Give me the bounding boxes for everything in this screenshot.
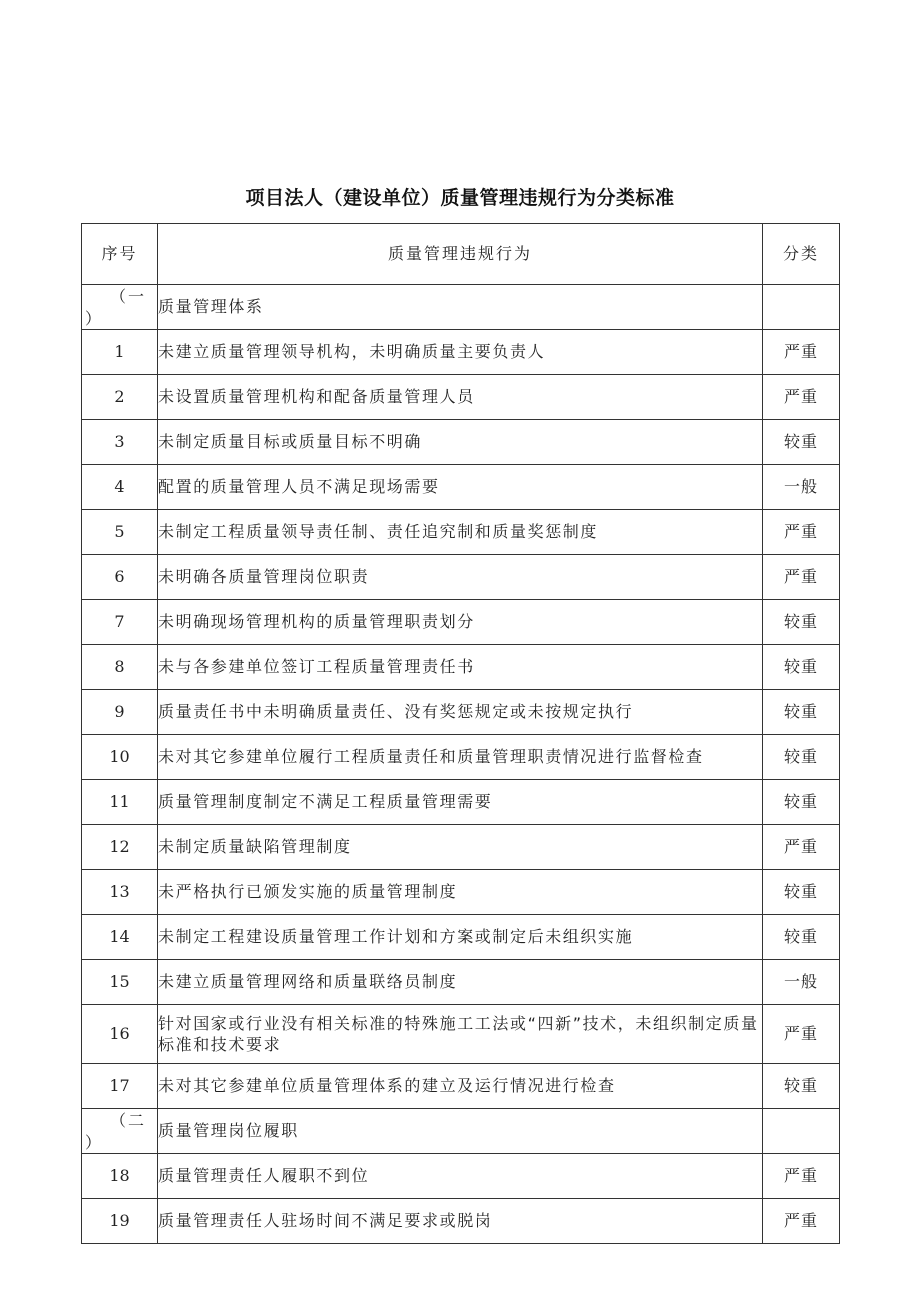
- section-number-open: （一: [110, 287, 147, 306]
- severity-class: 较重: [763, 780, 840, 825]
- severity-class: 严重: [763, 825, 840, 870]
- severity-class: 较重: [763, 735, 840, 780]
- row-number: 9: [82, 690, 158, 735]
- table-body: [82, 285, 840, 1244]
- violation-behavior: 未建立质量管理网络和质量联络员制度: [158, 960, 763, 1005]
- table-row: [82, 375, 840, 420]
- table-row: [82, 465, 840, 510]
- severity-class: 较重: [763, 645, 840, 690]
- severity-class: 较重: [763, 690, 840, 735]
- row-number: 15: [82, 960, 158, 1005]
- table-row: [82, 780, 840, 825]
- violation-behavior: 未对其它参建单位履行工程质量责任和质量管理职责情况进行监督检查: [158, 735, 763, 780]
- violation-behavior: 配置的质量管理人员不满足现场需要: [158, 465, 763, 510]
- violation-behavior: 未明确各质量管理岗位职责: [158, 555, 763, 600]
- severity-class: 严重: [763, 1199, 840, 1244]
- table-row: [82, 1064, 840, 1109]
- section-row: [82, 1109, 840, 1154]
- section-class-empty: [763, 285, 840, 330]
- section-number: [82, 285, 158, 330]
- section-row: [82, 285, 840, 330]
- table-row: [82, 825, 840, 870]
- table-row: [82, 420, 840, 465]
- violation-behavior: 未建立质量管理领导机构，未明确质量主要负责人: [158, 330, 763, 375]
- severity-class: 较重: [763, 870, 840, 915]
- table-row: [82, 960, 840, 1005]
- table-row: [82, 1154, 840, 1199]
- table-row: [82, 915, 840, 960]
- header-class: 分类: [763, 224, 840, 285]
- severity-class: 一般: [763, 465, 840, 510]
- violation-behavior: 未制定质量缺陷管理制度: [158, 825, 763, 870]
- severity-class: 严重: [763, 1154, 840, 1199]
- table-row: [82, 555, 840, 600]
- violation-behavior: 针对国家或行业没有相关标准的特殊施工工法或“四新”技术，未组织制定质量标准和技术要求: [158, 1005, 763, 1064]
- violation-behavior: 未制定质量目标或质量目标不明确: [158, 420, 763, 465]
- severity-class: 较重: [763, 420, 840, 465]
- row-number: 12: [82, 825, 158, 870]
- row-number: 8: [82, 645, 158, 690]
- table-row: [82, 645, 840, 690]
- table-row: [82, 870, 840, 915]
- section-name: 质量管理体系: [158, 285, 763, 330]
- severity-class: 严重: [763, 510, 840, 555]
- table-row: [82, 330, 840, 375]
- violation-classification-table: [81, 223, 840, 1244]
- row-number: 1: [82, 330, 158, 375]
- table-row: [82, 600, 840, 645]
- severity-class: 较重: [763, 600, 840, 645]
- section-name: 质量管理岗位履职: [158, 1109, 763, 1154]
- violation-behavior: 质量管理责任人驻场时间不满足要求或脱岗: [158, 1199, 763, 1244]
- table-row: [82, 735, 840, 780]
- row-number: 17: [82, 1064, 158, 1109]
- violation-behavior: 未制定工程质量领导责任制、责任追究制和质量奖惩制度: [158, 510, 763, 555]
- row-number: 10: [82, 735, 158, 780]
- page-title: 项目法人（建设单位）质量管理违规行为分类标准: [245, 187, 675, 209]
- violation-behavior: 未与各参建单位签订工程质量管理责任书: [158, 645, 763, 690]
- row-number: 16: [82, 1005, 158, 1064]
- severity-class: 较重: [763, 915, 840, 960]
- severity-class: 较重: [763, 1064, 840, 1109]
- table-row: [82, 510, 840, 555]
- section-number-close: ）: [85, 1133, 102, 1152]
- row-number: 3: [82, 420, 158, 465]
- table-row: [82, 1199, 840, 1244]
- section-number: [82, 1109, 158, 1154]
- row-number: 7: [82, 600, 158, 645]
- section-number-close: ）: [85, 309, 102, 328]
- severity-class: 严重: [763, 330, 840, 375]
- severity-class: 严重: [763, 555, 840, 600]
- row-number: 2: [82, 375, 158, 420]
- section-number-open: （二: [110, 1111, 147, 1130]
- row-number: 6: [82, 555, 158, 600]
- row-number: 11: [82, 780, 158, 825]
- table-row: [82, 690, 840, 735]
- violation-behavior: 质量管理制度制定不满足工程质量管理需要: [158, 780, 763, 825]
- header-behavior: 质量管理违规行为: [158, 224, 763, 285]
- header-seq: 序号: [82, 224, 158, 285]
- violation-behavior: 未对其它参建单位质量管理体系的建立及运行情况进行检查: [158, 1064, 763, 1109]
- severity-class: 严重: [763, 375, 840, 420]
- severity-class: 一般: [763, 960, 840, 1005]
- severity-class: 严重: [763, 1005, 840, 1064]
- violation-behavior: 未设置质量管理机构和配备质量管理人员: [158, 375, 763, 420]
- violation-behavior: 质量责任书中未明确质量责任、没有奖惩规定或未按规定执行: [158, 690, 763, 735]
- row-number: 19: [82, 1199, 158, 1244]
- row-number: 18: [82, 1154, 158, 1199]
- row-number: 14: [82, 915, 158, 960]
- table-header-row: [82, 224, 840, 285]
- row-number: 5: [82, 510, 158, 555]
- violation-behavior: 未明确现场管理机构的质量管理职责划分: [158, 600, 763, 645]
- row-number: 13: [82, 870, 158, 915]
- table-row: [82, 1005, 840, 1064]
- violation-behavior: 未严格执行已颁发实施的质量管理制度: [158, 870, 763, 915]
- violation-behavior: 未制定工程建设质量管理工作计划和方案或制定后未组织实施: [158, 915, 763, 960]
- section-class-empty: [763, 1109, 840, 1154]
- violation-behavior: 质量管理责任人履职不到位: [158, 1154, 763, 1199]
- row-number: 4: [82, 465, 158, 510]
